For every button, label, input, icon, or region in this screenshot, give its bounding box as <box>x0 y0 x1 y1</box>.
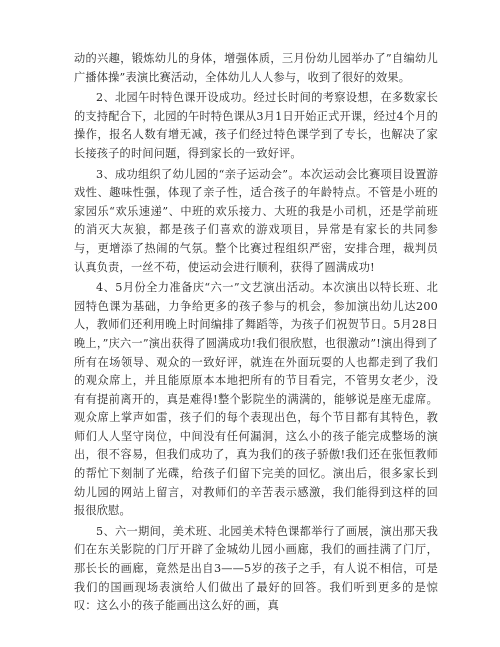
paragraph-june-first-performance: 4、5月份全力准备庆“六一”文艺演出活动。本次演出以特长班、北园特色课为基础，力争给更多的孩子参与的机会，参加演出幼儿达200人，教师们还利用晚上时间编排了舞蹈等，为孩子们祝贺节日。5月28日晚上，”庆六一”演出获得了圆满成功!我们很欣慰，也很激动”!演出得到了所有在场领导、观众的一致好评，就连在外面玩耍的人也都走到了我们的观众席上，并且能原原本本地把所有的节目看完，不管男女老少，没有有提前离开的，真是难得!整个影院坐的满满的，能够说是座无虚席。观众席上掌声如雷，孩子们的每个表现出色，每个节目都有其特色，教师们人人坚守岗位，中间没有任何漏洞，这么小的孩子能完成整场的演出，很不容易，但我们成功了，真为我们的孩子骄傲!我们还在张恒教师的帮忙下刻制了光碟，给孩子们留下完美的回忆。演出后，很多家长到幼儿园的网站上留言，对教师们的辛苦表示感激，我们能得到这样的回报很欣慰。 <box>74 281 438 518</box>
paragraph-art-exhibition: 5、六一期间，美术班、北园美术特色课都举行了画展，演出那天我们在东关影院的门厅开辟了金城幼儿园小画廊，我们的画挂满了门厅，那长长的画廊，竟然是出自3——5岁的孩子之手，有人说不相信，可是我们的国画现场表演给人们做出了最好的回答。我们听到更多的是惊叹：这么小的孩子能画出这么好的画，真 <box>74 524 438 613</box>
paragraph-sports-broadcast-exercise: 动的兴趣，锻炼幼儿的身体，增强体质，三月份幼儿园举办了”自编幼儿广播体操”表演比赛活动，全体幼儿人人参与，收到了很好的效果。 <box>74 52 438 84</box>
document-page <box>74 50 438 616</box>
paragraph-afternoon-special-class: 2、北园午时特色课开设成功。经过长时间的考察设想，在多数家长的支持配合下，北园的午时特色课从3月1日开始正式开课，经过4个月的操作，报名人数有增无减，孩子们经过特色课学到了专长，也解决了家长接孩子的时间问题，得到家长的一致好评。 <box>74 91 438 160</box>
paragraph-parent-child-sports-meet: 3、成功组织了幼儿园的“亲子运动会”。本次运动会比赛项目设置游戏性、趣味性强，体现了亲子性，适合孩子的年龄特点。不管是小班的家园乐“欢乐速递”、中班的欢乐接力、大班的我是小司机，还是学前班的消灭大灰狼，都是孩子们喜欢的游戏项目，异常是有家长的共同参与，更增添了热闹的气氛。整个比赛过程组织严密，安排合理，裁判员认真负责，一丝不苟，使运动会进行顺利，获得了圆满成功! <box>74 167 438 274</box>
